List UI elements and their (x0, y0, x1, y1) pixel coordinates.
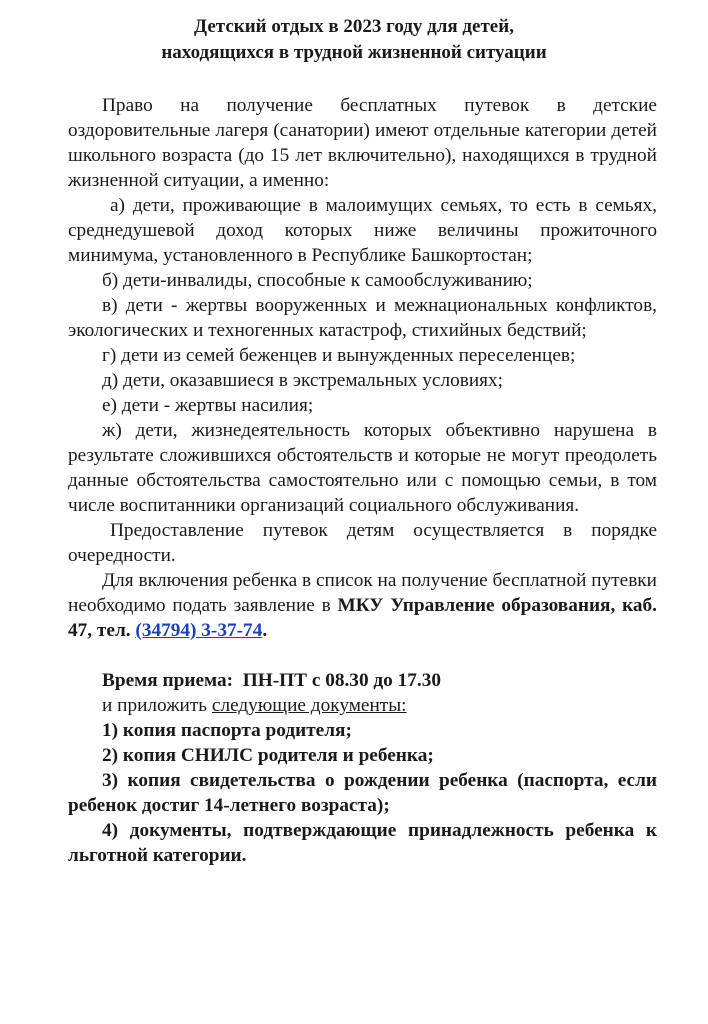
reception-label: Время приема: (102, 670, 234, 691)
document-item-1: 1) копия паспорта родителя; (102, 720, 352, 741)
document-item-4: 4) документы, подтверждающие принадлежность ребенка к льготной категории. (68, 820, 657, 866)
page-title (0, 14, 708, 66)
category-item-d: д) дети, оказавшиеся в экстремальных условиях; (102, 370, 504, 391)
spacer (68, 643, 657, 668)
category-item-g: г) дети из семей беженцев и вынужденных переселенцев; (102, 345, 576, 366)
category-item-a: а) дети, проживающие в малоимущих семьях, то есть в семьях, среднедушевой доход которых ниже величины прожиточного минимума, установленного в Республике Башкортостан; (68, 195, 657, 266)
document-item-2: 2) копия СНИЛС родителя и ребенка; (102, 745, 434, 766)
category-item-v: в) дети - жертвы вооруженных и межнациональных конфликтов, экологических и техногенных катастроф, стихийных бедствий; (68, 295, 657, 341)
title-line-1: Детский отдых в 2023 году для детей, (194, 16, 514, 37)
application-end: . (262, 620, 268, 641)
documents-intro-prefix: и приложить (102, 695, 208, 716)
application-office: МКУ Управление образования, каб. 47, тел. (68, 595, 658, 641)
application-text: Для включения ребенка в список на получение бесплатной путевки необходимо подать заявление в (68, 570, 657, 616)
category-item-b: б) дети-инвалиды, способные к самообслуживанию; (102, 270, 533, 291)
reception-hours-value: ПН-ПТ с 08.30 до 17.30 (242, 670, 442, 691)
document-item-3: 3) копия свидетельства о рождении ребенка (паспорта, если ребенок достиг 14-летнего возраста); (68, 770, 657, 816)
category-item-zh: ж) дети, жизнедеятельность которых объективно нарушена в результате сложившихся обстоятельств и которые не могут преодолеть данные обстоятельства самостоятельно или с помощью семьи, в том числе воспитанники организаций социального обслуживания. (68, 420, 657, 516)
phone-link[interactable]: (34794) 3-37-74 (135, 620, 263, 641)
documents-intro-underlined: следующие документы: (211, 695, 407, 716)
document-body (68, 93, 657, 868)
category-item-e: е) дети - жертвы насилия; (102, 395, 314, 416)
queue-note-paragraph: Предоставление путевок детям осуществляется в порядке очередности. (68, 520, 657, 566)
application-paragraph (68, 568, 657, 643)
intro-paragraph: Право на получение бесплатных путевок в детские оздоровительные лагеря (санатории) имеют отдельные категории детей школьного возраста (до 15 лет включительно), находящихся в трудной жизненной ситуации, а именно: (68, 95, 657, 191)
documents-intro (68, 693, 657, 718)
reception-hours (68, 668, 657, 693)
title-line-2: находящихся в трудной жизненной ситуации (161, 42, 547, 63)
